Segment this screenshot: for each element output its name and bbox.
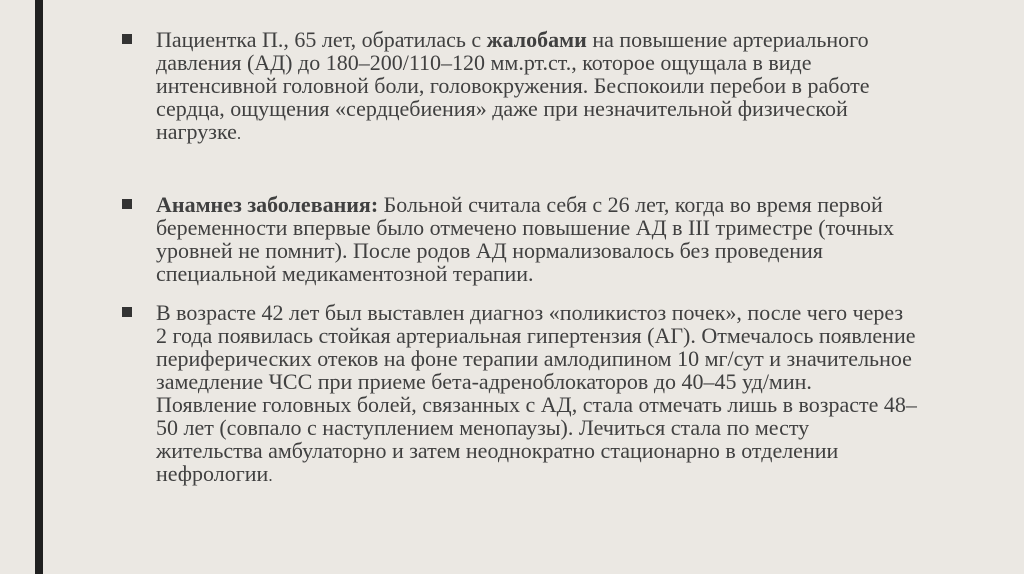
history-end-mark: . — [268, 466, 273, 485]
square-bullet-icon — [122, 307, 132, 317]
anamnesis-paragraph — [118, 193, 918, 285]
history-paragraph — [118, 301, 918, 487]
complaints-text-start: Пациентка П., 65 лет, обратилась с — [156, 27, 487, 52]
complaints-text-rest: на повышение артериального давления (АД) до 180–200/110–120 мм.рт.ст., которое ощущала в виде интенсивной головной боли, головокружения. Беспокоили перебои в работе сердца, ощущения «сердцебиения» даже при незначительной физической нагрузке — [156, 27, 870, 144]
square-bullet-icon — [122, 199, 132, 209]
slide-content — [118, 28, 918, 487]
history-text: В возрасте 42 лет был выставлен диагноз «поликистоз почек», после чего через 2 года появилась стойкая артериальная гипертензия (АГ). Отмечалось появление периферических отеков на фоне терапии амлодипином 10 мг/сут и значительное замедление ЧСС при приеме бета-адреноблокаторов до 40–45 уд/мин. Появление головных болей, связанных с АД, стала отмечать лишь в возрасте 48–50 лет (совпало с наступлением менопаузы). Лечиться стала по месту жительства амбулаторно и затем неоднократно стационарно в отделении нефрологии — [156, 300, 917, 486]
left-accent-bar — [35, 0, 43, 574]
anamnesis-text: Больной считала себя с 26 лет, когда во время первой беременности впервые было отмечено повышение АД в III триместре (точных уровней не помнит). После родов АД нормализовалось без проведения специальной медикаментозной терапии. — [156, 192, 894, 286]
complaints-bold-term: жалобами — [486, 27, 587, 52]
anamnesis-heading: Анамнез заболевания: — [156, 192, 379, 217]
square-bullet-icon — [122, 34, 132, 44]
complaints-end-mark: . — [236, 124, 242, 143]
complaints-paragraph — [118, 28, 918, 145]
